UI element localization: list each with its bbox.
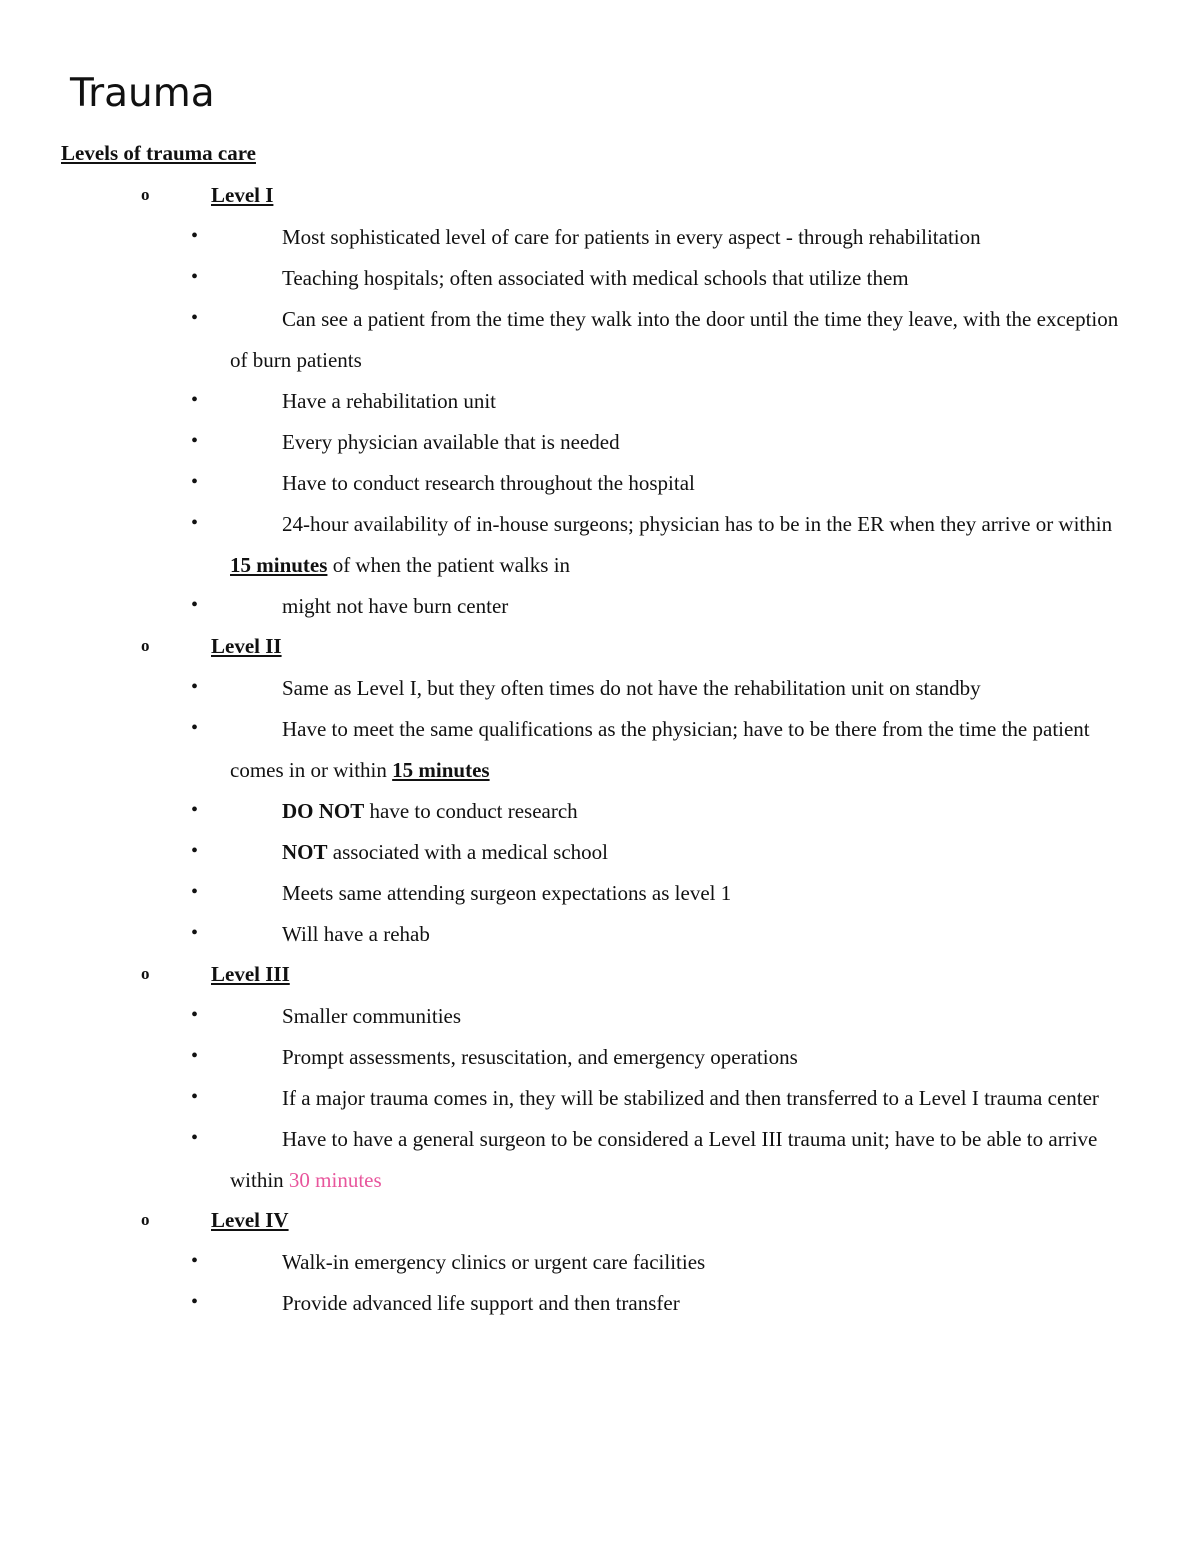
- bullet-text-segment: Can see a patient from the time they walk into the door until the time they leave, with the exception of burn patients: [230, 307, 1119, 372]
- bullet-text: [230, 1283, 1128, 1324]
- level-marker: o: [141, 1210, 150, 1229]
- bullet-text: [230, 668, 1128, 709]
- bullet-text-segment: Meets same attending surgeon expectations as level 1: [282, 881, 732, 905]
- level-marker: o: [141, 636, 150, 655]
- bullet-text-segment: might not have burn center: [282, 594, 509, 618]
- level-bullet-list: [0, 1242, 1200, 1324]
- bullet-dot: •: [191, 266, 199, 288]
- trauma-level-item: [0, 1201, 1200, 1324]
- bullet-item: [0, 586, 1200, 627]
- bullet-item: [0, 463, 1200, 504]
- bullet-text: [230, 1078, 1128, 1119]
- bullet-text-segment: 24-hour availability of in-house surgeons; physician has to be in the ER when they arrive or within: [282, 512, 1113, 536]
- bullet-item: [0, 668, 1200, 709]
- bullet-item: [0, 217, 1200, 258]
- bullet-text: [230, 1037, 1128, 1078]
- bullet-text-segment: have to conduct research: [364, 799, 578, 823]
- bullet-item: [0, 873, 1200, 914]
- bullet-text-bold-segment: DO NOT: [282, 799, 365, 823]
- bullet-dot: •: [191, 225, 199, 247]
- bullet-item: [0, 504, 1200, 586]
- bullet-text: [230, 217, 1128, 258]
- bullet-text-bold-segment: NOT: [282, 840, 328, 864]
- bullet-dot: •: [191, 594, 199, 616]
- bullet-text-segment: Have to meet the same qualifications as the physician; have to be there from the time the patient comes in or within: [230, 717, 1090, 782]
- level-heading: Level III: [211, 962, 290, 986]
- bullet-item: [0, 709, 1200, 791]
- bullet-dot: •: [191, 1250, 199, 1272]
- bullet-text-segment: Have to conduct research throughout the hospital: [282, 471, 695, 495]
- level-marker: o: [141, 185, 150, 204]
- bullet-text-pink-segment: 30 minutes: [288, 1168, 382, 1192]
- bullet-dot: •: [191, 881, 199, 903]
- bullet-text-segment: associated with a medical school: [327, 840, 609, 864]
- bullet-text: [230, 422, 1128, 463]
- bullet-dot: •: [191, 1127, 199, 1149]
- bullet-dot: •: [191, 1004, 199, 1026]
- level-heading: Level I: [211, 183, 274, 207]
- bullet-text-emph-segment: 15 minutes: [392, 758, 490, 782]
- bullet-dot: •: [191, 430, 199, 452]
- bullet-item: [0, 1078, 1200, 1119]
- bullet-dot: •: [191, 676, 199, 698]
- bullet-item: [0, 791, 1200, 832]
- bullet-text-segment: Walk-in emergency clinics or urgent care facilities: [282, 1250, 706, 1274]
- bullet-text-segment: of when the patient walks in: [327, 553, 571, 577]
- level-heading: Level II: [211, 634, 282, 658]
- trauma-level-item: [0, 955, 1200, 1201]
- level-bullet-list: [0, 668, 1200, 955]
- bullet-text: [230, 1119, 1128, 1201]
- document-title: Trauma: [70, 71, 215, 116]
- bullet-text-segment: Have a rehabilitation unit: [282, 389, 497, 413]
- level-marker: o: [141, 964, 150, 983]
- bullet-text-segment: Will have a rehab: [282, 922, 430, 946]
- level-heading-row: [0, 1201, 1200, 1242]
- bullet-dot: •: [191, 1291, 199, 1313]
- bullet-item: [0, 381, 1200, 422]
- bullet-text: [230, 873, 1128, 914]
- bullet-text: [230, 463, 1128, 504]
- bullet-text: [230, 258, 1128, 299]
- bullet-text-segment: Every physician available that is needed: [282, 430, 620, 454]
- bullet-text: [230, 381, 1128, 422]
- bullet-text-segment: Prompt assessments, resuscitation, and emergency operations: [282, 1045, 798, 1069]
- bullet-dot: •: [191, 840, 199, 862]
- bullet-item: [0, 914, 1200, 955]
- bullet-text-segment: Teaching hospitals; often associated with medical schools that utilize them: [282, 266, 909, 290]
- bullet-text-segment: Smaller communities: [282, 1004, 462, 1028]
- bullet-dot: •: [191, 389, 199, 411]
- level-bullet-list: [0, 217, 1200, 627]
- trauma-levels-list: [0, 176, 1200, 1324]
- bullet-item: [0, 1242, 1200, 1283]
- bullet-dot: •: [191, 922, 199, 944]
- trauma-level-item: [0, 176, 1200, 627]
- bullet-text: [230, 1242, 1128, 1283]
- bullet-item: [0, 258, 1200, 299]
- bullet-dot: •: [191, 1045, 199, 1067]
- bullet-dot: •: [191, 1086, 199, 1108]
- bullet-item: [0, 422, 1200, 463]
- bullet-dot: •: [191, 512, 199, 534]
- bullet-item: [0, 299, 1200, 381]
- bullet-text: [230, 914, 1128, 955]
- bullet-text-segment: Provide advanced life support and then transfer: [282, 1291, 680, 1315]
- bullet-item: [0, 996, 1200, 1037]
- bullet-text: [230, 299, 1128, 381]
- bullet-text: [230, 504, 1128, 586]
- bullet-text: [230, 791, 1128, 832]
- bullet-text: [230, 832, 1128, 873]
- bullet-text: [230, 709, 1128, 791]
- bullet-item: [0, 832, 1200, 873]
- bullet-text-segment: Same as Level I, but they often times do not have the rehabilitation unit on standby: [282, 676, 981, 700]
- bullet-item: [0, 1037, 1200, 1078]
- bullet-item: [0, 1283, 1200, 1324]
- section-heading: Levels of trauma care: [61, 141, 256, 165]
- level-heading-row: [0, 955, 1200, 996]
- bullet-dot: •: [191, 799, 199, 821]
- bullet-text-segment: Most sophisticated level of care for patients in every aspect - through rehabilitation: [282, 225, 981, 249]
- level-heading-row: [0, 627, 1200, 668]
- bullet-dot: •: [191, 307, 199, 329]
- bullet-text: [230, 586, 1128, 627]
- bullet-text-emph-segment: 15 minutes: [230, 553, 328, 577]
- bullet-text-segment: Have to have a general surgeon to be considered a Level III trauma unit; have to be able to arrive within: [230, 1127, 1098, 1192]
- level-bullet-list: [0, 996, 1200, 1201]
- level-heading: Level IV: [211, 1208, 289, 1232]
- bullet-text: [230, 996, 1128, 1037]
- bullet-text-segment: If a major trauma comes in, they will be stabilized and then transferred to a Level I trauma center: [282, 1086, 1099, 1110]
- bullet-dot: •: [191, 717, 199, 739]
- bullet-dot: •: [191, 471, 199, 493]
- level-heading-row: [0, 176, 1200, 217]
- bullet-item: [0, 1119, 1200, 1201]
- trauma-level-item: [0, 627, 1200, 955]
